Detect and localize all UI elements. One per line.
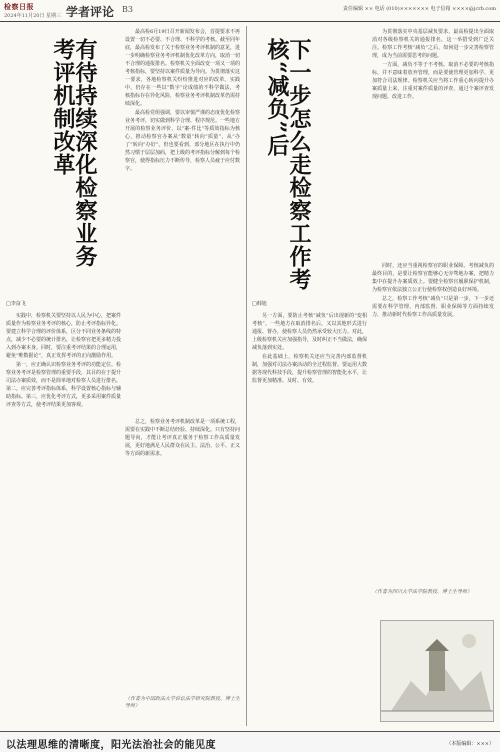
left-author-note: （作者为中国政法大学诉讼法学研究院教授、博士生导师）: [125, 696, 241, 709]
left-paragraph-5: 总之，检察业务考评机制改革是一项系统工程，需要在实践中不断总结经验、持续深化。只有坚持问题导向，才能让考评真正服务于检察工作高质量发展，更好地满足人民群众在民主、法治、公平、正义等方面的新需求。: [125, 419, 240, 457]
right-article-column-2: [252, 312, 367, 722]
left-article-column-2: [6, 312, 121, 722]
right-paragraph-6: 总之，检察工作考核“减负”只是第一步，下一步还需要在科学管理、内部监督、职业保障等方面持续发力，推动新时代检察工作高质量发展。: [372, 296, 494, 318]
decorative-illustration: [380, 620, 494, 722]
page-header: [0, 0, 500, 22]
right-article-column-3: [372, 262, 494, 582]
right-paragraph-3: 另一方面，要防止考核“减负”后出现新的“变相考核”。一些地方在取消排名后，又以其他形式进行通报、督办，使检察人员仍然承受较大压力。对此，上级检察机关应加强指导，及时纠正不当做法，确保减负落到实处。: [252, 313, 367, 351]
header-divider: [0, 21, 500, 22]
left-article-column-1: [125, 28, 240, 413]
right-article-column-1: [372, 28, 494, 258]
masthead: 检察日报: [4, 2, 34, 11]
right-paragraph-1: 为贯彻落实中央基层减负要求，最高检提出全面取消对各级检察机关的通报排名，这一举措受到广泛关注。检察工作考核“减负”之后，如何进一步完善检察管理，成为当前需要思考的问题。: [372, 29, 494, 59]
left-article-column-3: [125, 418, 240, 688]
section-title: 学者评论: [66, 5, 115, 19]
landmark-illustration-icon: [381, 621, 493, 721]
article-divider: [246, 26, 247, 726]
issue-date: 2024年11月20日 星期三: [4, 13, 62, 19]
footer-slogan: 以法理思维的清晰度，阳光法治社会的能见度: [6, 740, 216, 751]
page-number: B3: [122, 5, 133, 14]
left-article-title: 有待持续深化检察业务考评机制改革: [50, 38, 98, 268]
right-paragraph-4: 在此基础上，检察机关还应当完善内部监督机制，加强对司法办案活动的全过程监督。要运用大数据等现代科技手段，提升检察管理的智能化水平，让监督更加精准、及时、有效。: [252, 354, 367, 384]
right-paragraph-5: 同时，还应当重视检察官的职业保障。考核减负的最终目的，是要让检察官能够心无旁骛地办案，把精力集中在提升办案质效上。要健全检察官履职保护机制，为检察官依法独立公正行使检察权创造良好环境。: [372, 263, 494, 293]
footer-editors: （本版编辑：×××）: [446, 741, 494, 747]
left-paragraph-2: 最高检党组强调，要以审慎严谨的态度优化检察业务考评，切实做到科学合理、程序规范。一些地方开展的检察业务评价，以“案-件比”等质效指标为核心，推动检察官办案从“数量”转向“质量”，从“办了”转向“办好”。但也要看到，部分地区在执行中仍然习惯于层层加码，把上级的考评指标分解到每个检察官，使得指标压力不断传导，检察人员疲于应付数字。: [125, 110, 240, 172]
right-article-author: □韩旭: [252, 301, 267, 307]
left-paragraph-4: 第一，应正确认识检察业务考评的功能定位。检察业务考评是检察管理的重要手段，其目的在于提升司法办案质效，而不是简单地对检察人员进行排名。第二，应完善考评指标体系，科学设置核心指标与辅助指标。第三，应优化考评方式，更多采用案件质量评查等方式，使考评结果更加客观。: [6, 362, 121, 408]
left-article-author: □李奋飞: [6, 301, 26, 307]
right-paragraph-2: 一方面，减负不等于不考核。取消不必要的考核指标，并不意味着放弃管理，而是要使管理更加科学、更加符合司法规律。检察机关应当将工作重心转向提升办案质量上来，注重对案件质量的评查，通过个案评查发现问题、改进工作。: [372, 62, 494, 100]
right-author-note: （作者为四川大学法学院教授、博士生导师）: [372, 589, 473, 595]
left-paragraph-3: 实践中，检察机关要坚持以人民为中心，把案件质量作为检察业务考评的核心，防止考评指标异化。要建立科学合理的评价体系，区分不同业务条线的特点，减少不必要的统计排名，让检察官把更多精力投入到办案本身。同时，要注重考评结果的合理运用，避免“唯数据论”，真正发挥考评的正向激励作用。: [6, 313, 121, 359]
right-article-title: 下一步怎么走检察工作考核“减负”后: [264, 38, 312, 291]
left-paragraph-1: 最高检6月19日召开新闻发布会，首提要求不再设置一切不必要、不合理、不科学的考核。截至同年底，最高检发布了关于检察业务考评机制的意见，进一步明确检察业务考评机制优化改革方向，取消一切不合理的通报排名。检察机关全面改变一项又一项的考核指标，要坚持以案件质量为导向。为贯彻落实这一要求，各地检察机关纷纷推进对应的改革。实践中，仍存在一些以“数字”论成绩的不科学做法，考核指标存在异化风险，检察业务考评机制改革仍需持续深化。: [125, 29, 240, 107]
editor-info: 责任编辑 ×× 电话 (010)××××××× 电子信箱 ××××@jcrb.com: [343, 6, 496, 12]
